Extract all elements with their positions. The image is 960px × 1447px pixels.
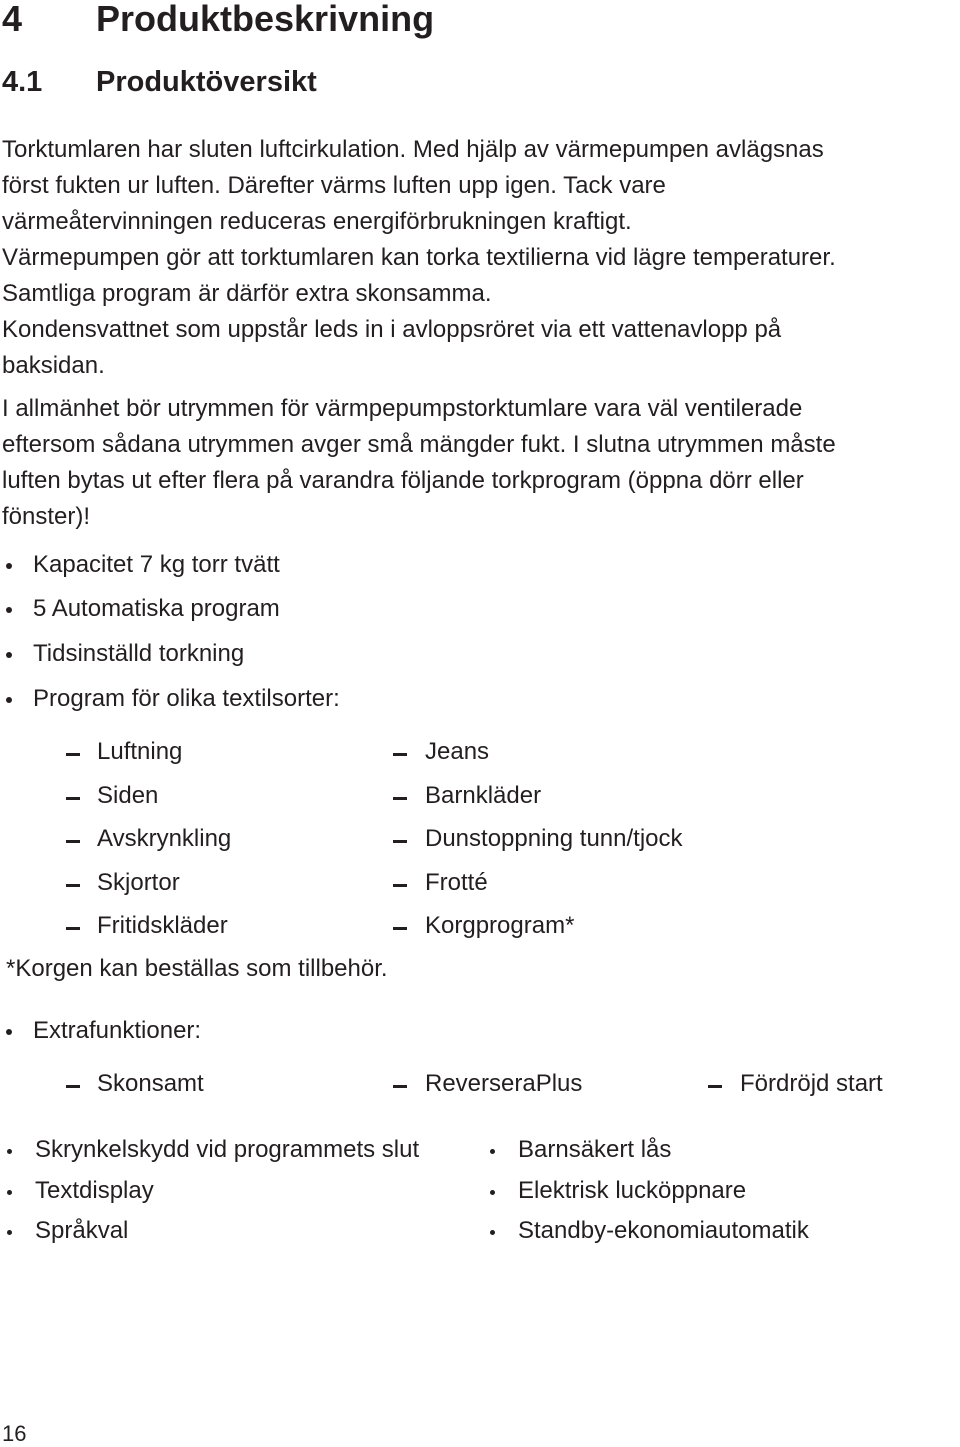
feature-item: Tidsinställd torkning [33, 640, 245, 667]
program-item: Fritidskläder [97, 912, 228, 939]
program-item: Avskrynkling [97, 825, 232, 852]
paragraph-line: baksidan. [2, 352, 105, 379]
more-feature-item: Skrynkelskydd vid programmets slut [35, 1136, 420, 1163]
extra-item: Fördröjd start [740, 1070, 883, 1097]
bullet-icon [7, 1230, 12, 1235]
paragraph-line: Torktumlaren har sluten luftcirkulation. Med hjälp av värmepumpen avlägsnas [2, 136, 824, 163]
dash-icon [393, 1085, 407, 1088]
bullet-icon [490, 1230, 495, 1235]
paragraph-line: Värmepumpen gör att torktumlaren kan torka textilierna vid lägre temperaturer. [2, 244, 836, 271]
program-item: Dunstoppning tunn/tjock [425, 825, 683, 852]
dash-icon [708, 1085, 722, 1088]
paragraph-line: först fukten ur luften. Därefter värms luften upp igen. Tack vare [2, 172, 666, 199]
section-title: Produktöversikt [96, 66, 317, 98]
paragraph-line: värmeåtervinningen reduceras energiförbrukningen kraftigt. [2, 208, 632, 235]
program-item: Jeans [425, 738, 490, 765]
dash-icon [66, 884, 80, 887]
feature-item: Kapacitet 7 kg torr tvätt [33, 551, 280, 578]
bullet-icon [490, 1149, 495, 1154]
dash-icon [393, 927, 407, 930]
bullet-icon [6, 607, 12, 613]
dash-icon [393, 797, 407, 800]
dash-icon [66, 753, 80, 756]
more-feature-item: Standby-ekonomiautomatik [518, 1217, 809, 1244]
bullet-icon [6, 697, 12, 703]
bullet-icon [6, 563, 12, 569]
extra-functions-label: Extrafunktioner: [33, 1017, 202, 1044]
more-feature-item: Elektrisk lucköppnare [518, 1177, 747, 1204]
bullet-icon [6, 652, 12, 658]
dash-icon [66, 840, 80, 843]
program-item: Luftning [97, 738, 183, 765]
feature-item: 5 Automatiska program [33, 595, 280, 622]
footnote: *Korgen kan beställas som tillbehör. [6, 955, 388, 982]
bullet-icon [490, 1190, 495, 1195]
extra-item: Skonsamt [97, 1070, 204, 1097]
extra-item: ReverseraPlus [425, 1070, 583, 1097]
bullet-icon [7, 1190, 12, 1195]
feature-item: Program för olika textilsorter: [33, 685, 340, 712]
paragraph-line: I allmänhet bör utrymmen för värmpepumpstorktumlare vara väl ventilerade [2, 395, 803, 422]
dash-icon [66, 1085, 80, 1088]
paragraph-line: Samtliga program är därför extra skonsamma. [2, 280, 492, 307]
program-item: Siden [97, 782, 159, 809]
program-item: Frotté [425, 869, 488, 896]
program-item: Korgprogram* [425, 912, 575, 939]
dash-icon [66, 797, 80, 800]
bullet-icon [7, 1149, 12, 1154]
page-number: 16 [2, 1421, 27, 1446]
dash-icon [393, 884, 407, 887]
more-feature-item: Textdisplay [35, 1177, 154, 1204]
dash-icon [393, 840, 407, 843]
dash-icon [66, 927, 80, 930]
section-number: 4.1 [2, 66, 43, 98]
paragraph-line: Kondensvattnet som uppstår leds in i avloppsröret via ett vattenavlopp på [2, 316, 782, 343]
paragraph-line: eftersom sådana utrymmen avger små mängder fukt. I slutna utrymmen måste [2, 431, 836, 458]
paragraph-line: fönster)! [2, 503, 91, 530]
more-feature-item: Barnsäkert lås [518, 1136, 672, 1163]
program-item: Barnkläder [425, 782, 542, 809]
paragraph-line: luften bytas ut efter flera på varandra följande torkprogram (öppna dörr eller [2, 467, 804, 494]
chapter-number: 4 [2, 0, 23, 39]
bullet-icon [6, 1029, 12, 1035]
more-feature-item: Språkval [35, 1217, 129, 1244]
program-item: Skjortor [97, 869, 180, 896]
dash-icon [393, 753, 407, 756]
chapter-title: Produktbeskrivning [96, 0, 435, 39]
